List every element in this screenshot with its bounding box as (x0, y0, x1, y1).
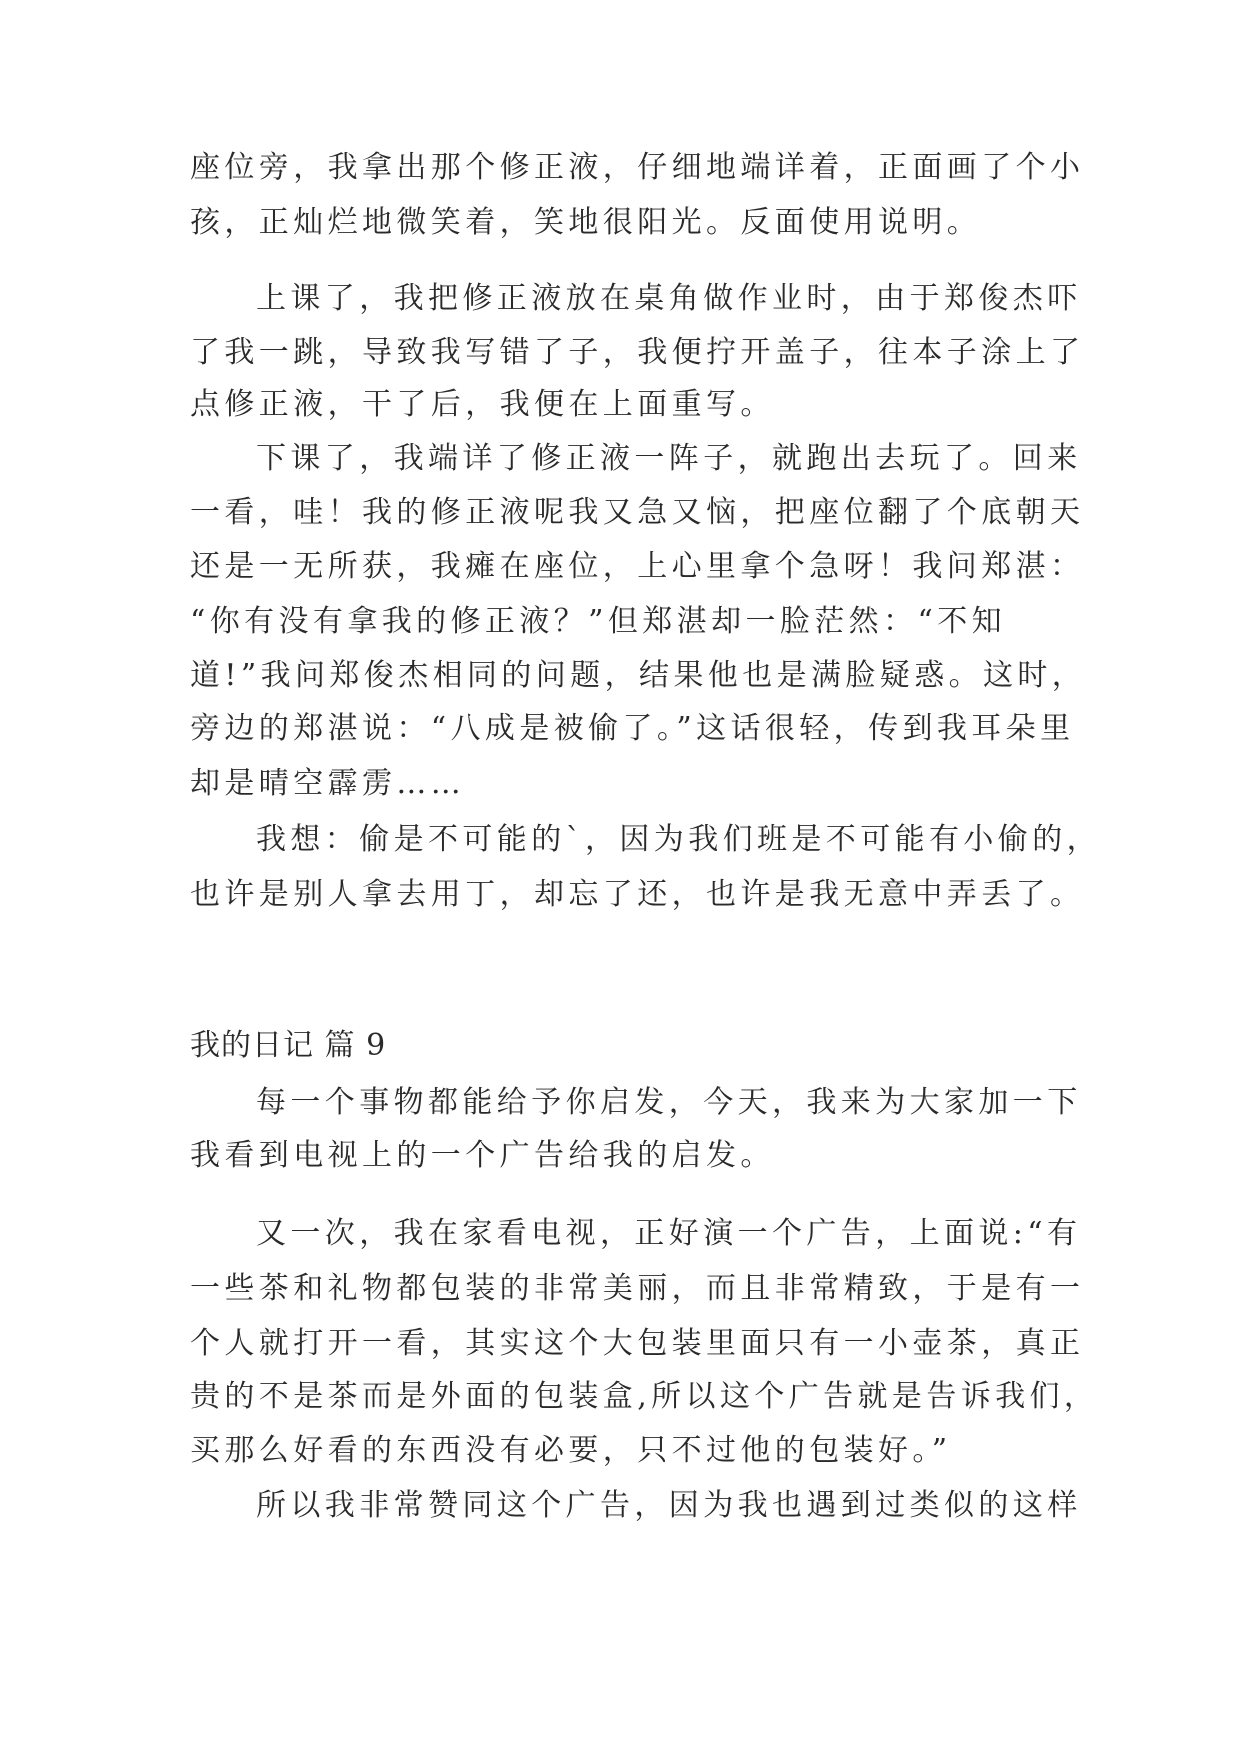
section-heading: 我的日记 篇 9 (190, 1028, 387, 1063)
text-line: 却是晴空霹雳…… (190, 766, 466, 801)
text-line: 买那么好看的东西没有必要，只不过他的包装好。” (190, 1433, 952, 1468)
paragraph-start-line: 下课了，我端详了修正液一阵子，就跑出去玩了。回来 (256, 441, 1082, 476)
text-line: 一看，哇！我的修正液呢我又急又恼，把座位翻了个底朝天 (190, 495, 1085, 530)
text-line: “你有没有拿我的修正液？”但郑湛却一脸茫然：“不知 (190, 604, 1007, 639)
text-line: 了我一跳，导致我写错了子，我便拧开盖子，往本子涂上了 (190, 335, 1085, 370)
text-line: 孩，正灿烂地微笑着，笑地很阳光。反面使用说明。 (190, 205, 982, 240)
text-line: 我看到电视上的一个广告给我的启发。 (190, 1138, 775, 1173)
text-line: 还是一无所获，我瘫在座位，上心里拿个急呀！我问郑湛： (190, 549, 1085, 584)
text-line: 旁边的郑湛说：“八成是被偷了。”这话很轻，传到我耳朵里 (190, 711, 1075, 746)
text-line: 一些茶和礼物都包装的非常美丽，而且非常精致，于是有一 (190, 1271, 1085, 1306)
paragraph-start-line: 我想：偷是不可能的`，因为我们班是不可能有小偷的， (256, 822, 1101, 857)
text-line: 也许是别人拿去用丁，却忘了还，也许是我无意中弄丢了。 (190, 877, 1085, 912)
text-line: 座位旁，我拿出那个修正液，仔细地端详着，正面画了个小 (190, 150, 1085, 185)
text-line: 点修正液，干了后，我便在上面重写。 (190, 387, 775, 422)
text-line: 个人就打开一看，其实这个大包装里面只有一小壶茶，真正 (190, 1326, 1085, 1361)
text-line: 道!”我问郑俊杰相同的问题，结果他也是满脸疑惑。这时， (190, 658, 1087, 693)
paragraph-start-line: 上课了，我把修正液放在桌角做作业时，由于郑俊杰吓 (256, 281, 1082, 316)
paragraph-start-line: 每一个事物都能给予你启发，今天，我来为大家加一下 (256, 1085, 1082, 1120)
text-line: 贵的不是茶而是外面的包装盒,所以这个广告就是告诉我们， (190, 1379, 1099, 1414)
paragraph-start-line: 又一次，我在家看电视，正好演一个广告，上面说:“有 (256, 1216, 1082, 1251)
paragraph-start-line: 所以我非常赞同这个广告，因为我也遇到过类似的这样 (256, 1488, 1082, 1523)
